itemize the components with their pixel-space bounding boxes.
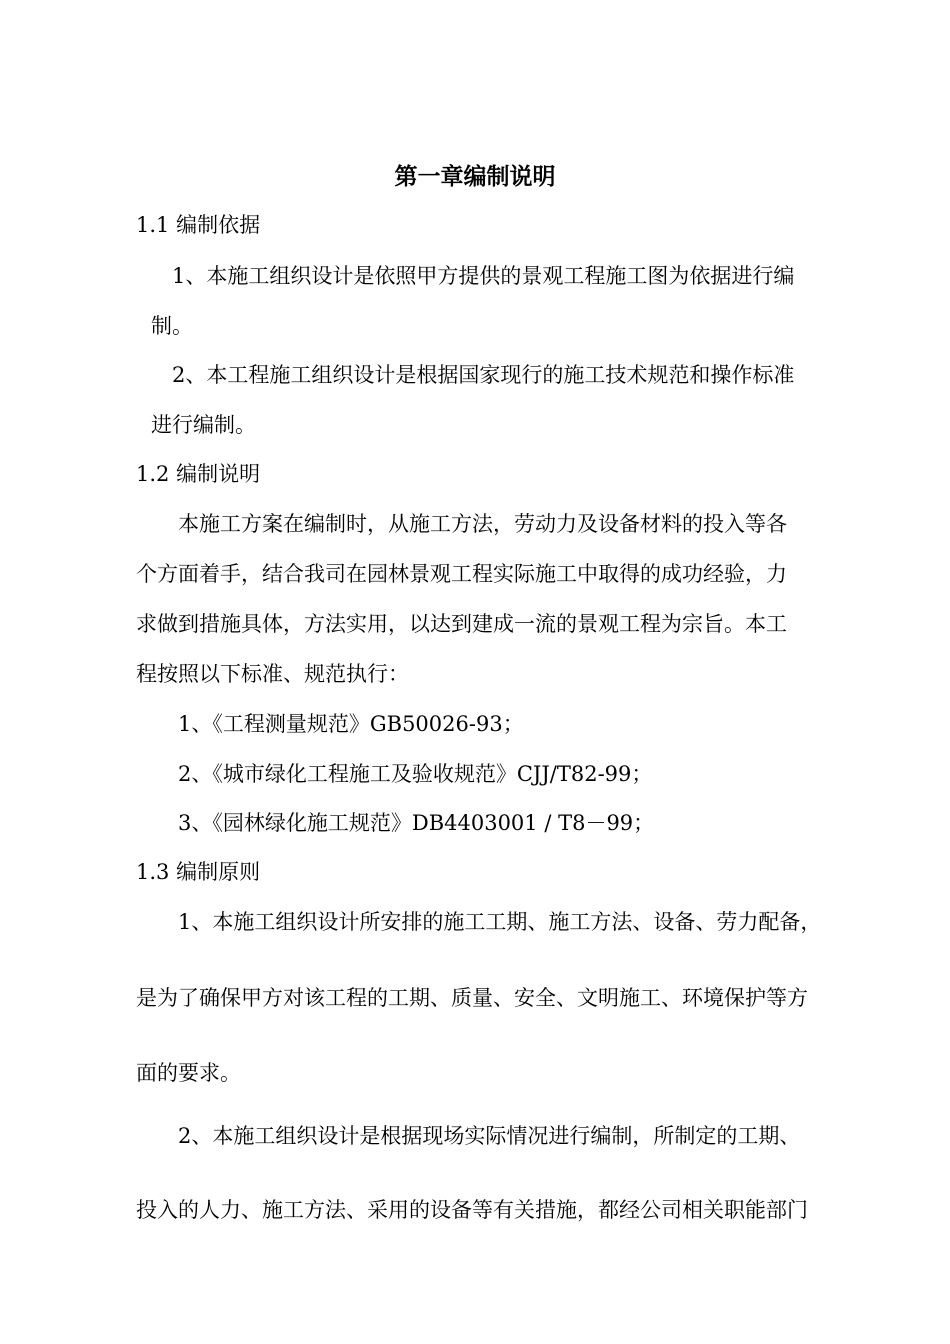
paragraph-line: 投入的人力、施工方法、采用的设备等有关措施，都经公司相关职能部门 <box>136 1198 808 1222</box>
paragraph-line: 1、本施工组织设计所安排的施工工期、施工方法、设备、劳力配备， <box>178 910 822 934</box>
section-heading-1-1: 1.1 编制依据 <box>136 213 261 237</box>
paragraph-line: 面的要求。 <box>136 1061 241 1085</box>
page-title: 第一章编制说明 <box>394 163 556 190</box>
paragraph-line: 本施工方案在编制时，从施工方法，劳动力及设备材料的投入等各 <box>178 512 787 536</box>
standard-item: 3、《园林绿化施工规范》DB4403001 / T8－99； <box>178 811 655 835</box>
paragraph-line: 1、本施工组织设计是依照甲方提供的景观工程施工图为依据进行编 <box>172 264 795 288</box>
paragraph-line: 2、本施工组织设计是根据现场实际情况进行编制，所制定的工期、 <box>178 1124 801 1148</box>
paragraph-line: 进行编制。 <box>151 413 256 437</box>
section-heading-1-3: 1.3 编制原则 <box>136 860 261 884</box>
paragraph-line: 求做到措施具体，方法实用，以达到建成一流的景观工程为宗旨。本工 <box>136 612 787 636</box>
standard-item: 1、《工程测量规范》GB50026-93； <box>178 712 524 736</box>
paragraph-line: 个方面着手，结合我司在园林景观工程实际施工中取得的成功经验，力 <box>136 562 787 586</box>
standard-item: 2、《城市绿化工程施工及验收规范》CJJ/T82-99； <box>178 762 653 786</box>
paragraph-line: 程按照以下标准、规范执行： <box>136 662 409 686</box>
paragraph-line: 2、本工程施工组织设计是根据国家现行的施工技术规范和操作标准 <box>172 363 795 387</box>
section-heading-1-2: 1.2 编制说明 <box>136 462 261 486</box>
paragraph-line: 制。 <box>151 314 193 338</box>
paragraph-line: 是为了确保甲方对该工程的工期、质量、安全、文明施工、环境保护等方 <box>136 986 808 1010</box>
